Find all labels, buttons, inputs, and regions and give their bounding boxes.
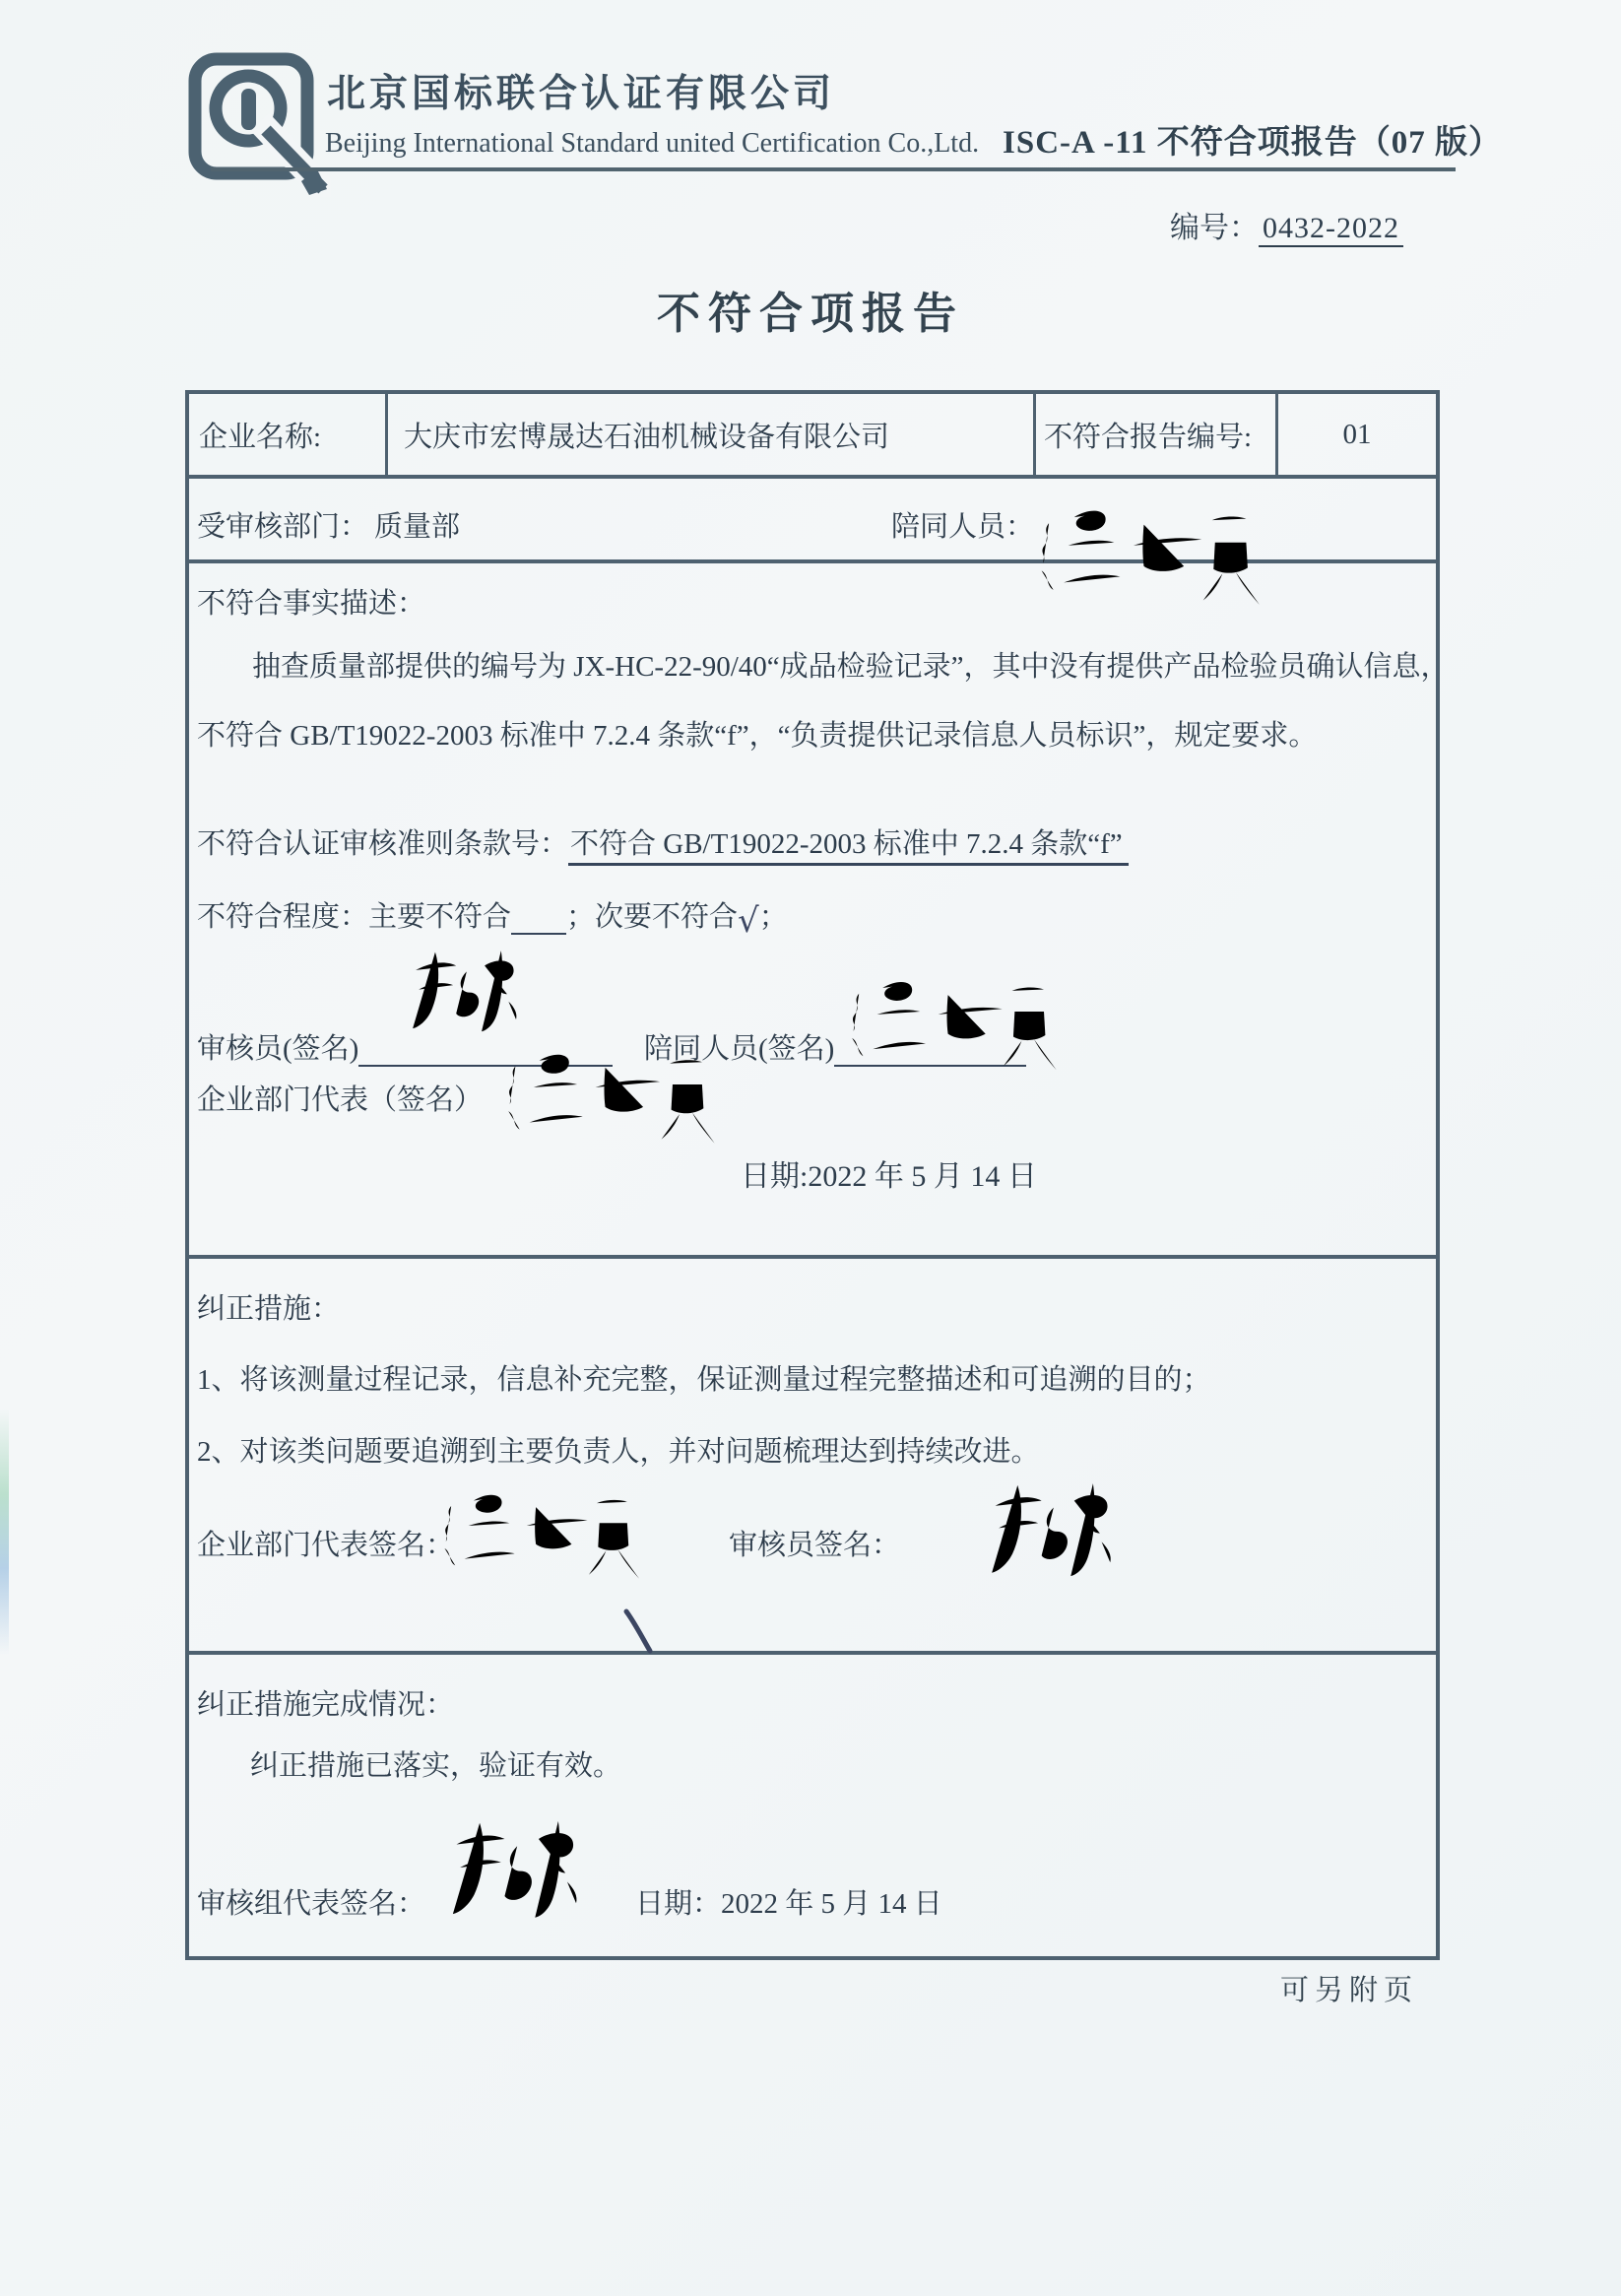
completion-date [635, 1881, 942, 1922]
clause-value: 不符合 GB/T19022-2003 标准中 7.2.4 条款“f” [568, 828, 1129, 866]
report-table [185, 390, 1450, 1960]
serial-number [1170, 203, 1403, 246]
auditor-sign-label: 审核员(签名) [197, 1033, 359, 1065]
completion-leader-sign-label: 审核组代表签名： [197, 1888, 426, 1920]
signature-escort-row2 [1022, 485, 1268, 611]
correction-item-1: 1、将该测量过程记录，信息补充完整，保证测量过程完整描述和可追溯的目的； [197, 1364, 1211, 1396]
department-value: 质量部 [374, 511, 461, 543]
table-row-company [189, 394, 1436, 475]
department-label: 受审核部门： [197, 511, 369, 543]
company-value-cell: 大庆市宏博晟达石油机械设备有限公司 [388, 394, 1036, 475]
fact-line2: 不符合 GB/T19022-2003 标准中 7.2.4 条款“f”，“负责提供记录信息人员标识”，规定要求。 [197, 720, 1318, 752]
company-name-cn: 北京国标联合认证有限公司 [327, 73, 836, 115]
fact-date: 日期:2022 年 5 月 14 日 [741, 1160, 1037, 1193]
clause-label: 不符合认证审核准则条款号： [197, 828, 569, 860]
header-rule [211, 167, 1456, 171]
table-row-completion [189, 1651, 1436, 1956]
signature-leader-completion [421, 1810, 597, 1944]
signature-escort-fact [835, 957, 1064, 1076]
degree-label: 不符合程度： [197, 901, 369, 933]
fact-line1: 抽查质量部提供的编号为 JX-HC-22-90/40“成品检验记录”，其中没有提供产品检验员确认信息， [252, 651, 1450, 683]
signature-rep-correction [431, 1466, 643, 1590]
completion-heading: 纠正措施完成情况： [197, 1689, 455, 1721]
escort-label: 陪同人员： [891, 511, 1035, 543]
audited-department [197, 504, 460, 545]
fact-heading: 不符合事实描述： [197, 588, 426, 620]
serial-label: 编号： [1170, 212, 1259, 244]
table-row-correction [189, 1255, 1436, 1651]
signature-auditor-correction [973, 1460, 1119, 1615]
completion-date-value: 2022 年 5 月 14 日 [721, 1888, 942, 1920]
rep-sign-label: 企业部门代表（签名） [197, 1084, 484, 1116]
correction-auditor-sign-label: 审核员签名： [729, 1530, 901, 1561]
minor-check-mark: √ [738, 901, 759, 941]
completion-body: 纠正措施已落实，验证有效。 [250, 1750, 622, 1782]
report-no-value-cell: 01 [1342, 418, 1372, 450]
scan-artifact-strip [0, 1409, 9, 1655]
degree-major: 主要不符合 [368, 901, 512, 933]
signature-ink-tail [618, 1606, 658, 1657]
degree-major-blank [511, 904, 566, 935]
degree-line [197, 894, 788, 941]
degree-minor: ；次要不符合 [566, 901, 739, 933]
completion-date-label: 日期： [635, 1888, 722, 1920]
company-name-en: Beijing International Standard united Certification Co.,Ltd. [325, 128, 980, 159]
doc-code: ISC-A -11 不符合项报告（07 版） [1003, 125, 1502, 161]
table-row-fact [189, 559, 1450, 1255]
degree-end: ； [758, 901, 788, 933]
signature-rep-fact [494, 1026, 719, 1152]
clause-line [197, 821, 1129, 862]
report-no-label-cell: 不符合报告编号: [1036, 394, 1278, 475]
correction-heading: 纠正措施： [197, 1293, 341, 1325]
correction-rep-sign-label: 企业部门代表签名： [197, 1530, 455, 1561]
correction-item-2: 2、对该类问题要追溯到主要负责人，并对问题梳理达到持续改进。 [197, 1436, 1040, 1468]
escort-sign-label: 陪同人员(签名) [644, 1033, 835, 1065]
isc-certification-logo-icon [183, 49, 331, 197]
footer-note: 可另附页 [1280, 1975, 1419, 2006]
serial-value: 0432-2022 [1259, 212, 1403, 247]
page-title: 不符合项报告 [657, 290, 964, 338]
company-label-cell: 企业名称: [189, 394, 388, 475]
